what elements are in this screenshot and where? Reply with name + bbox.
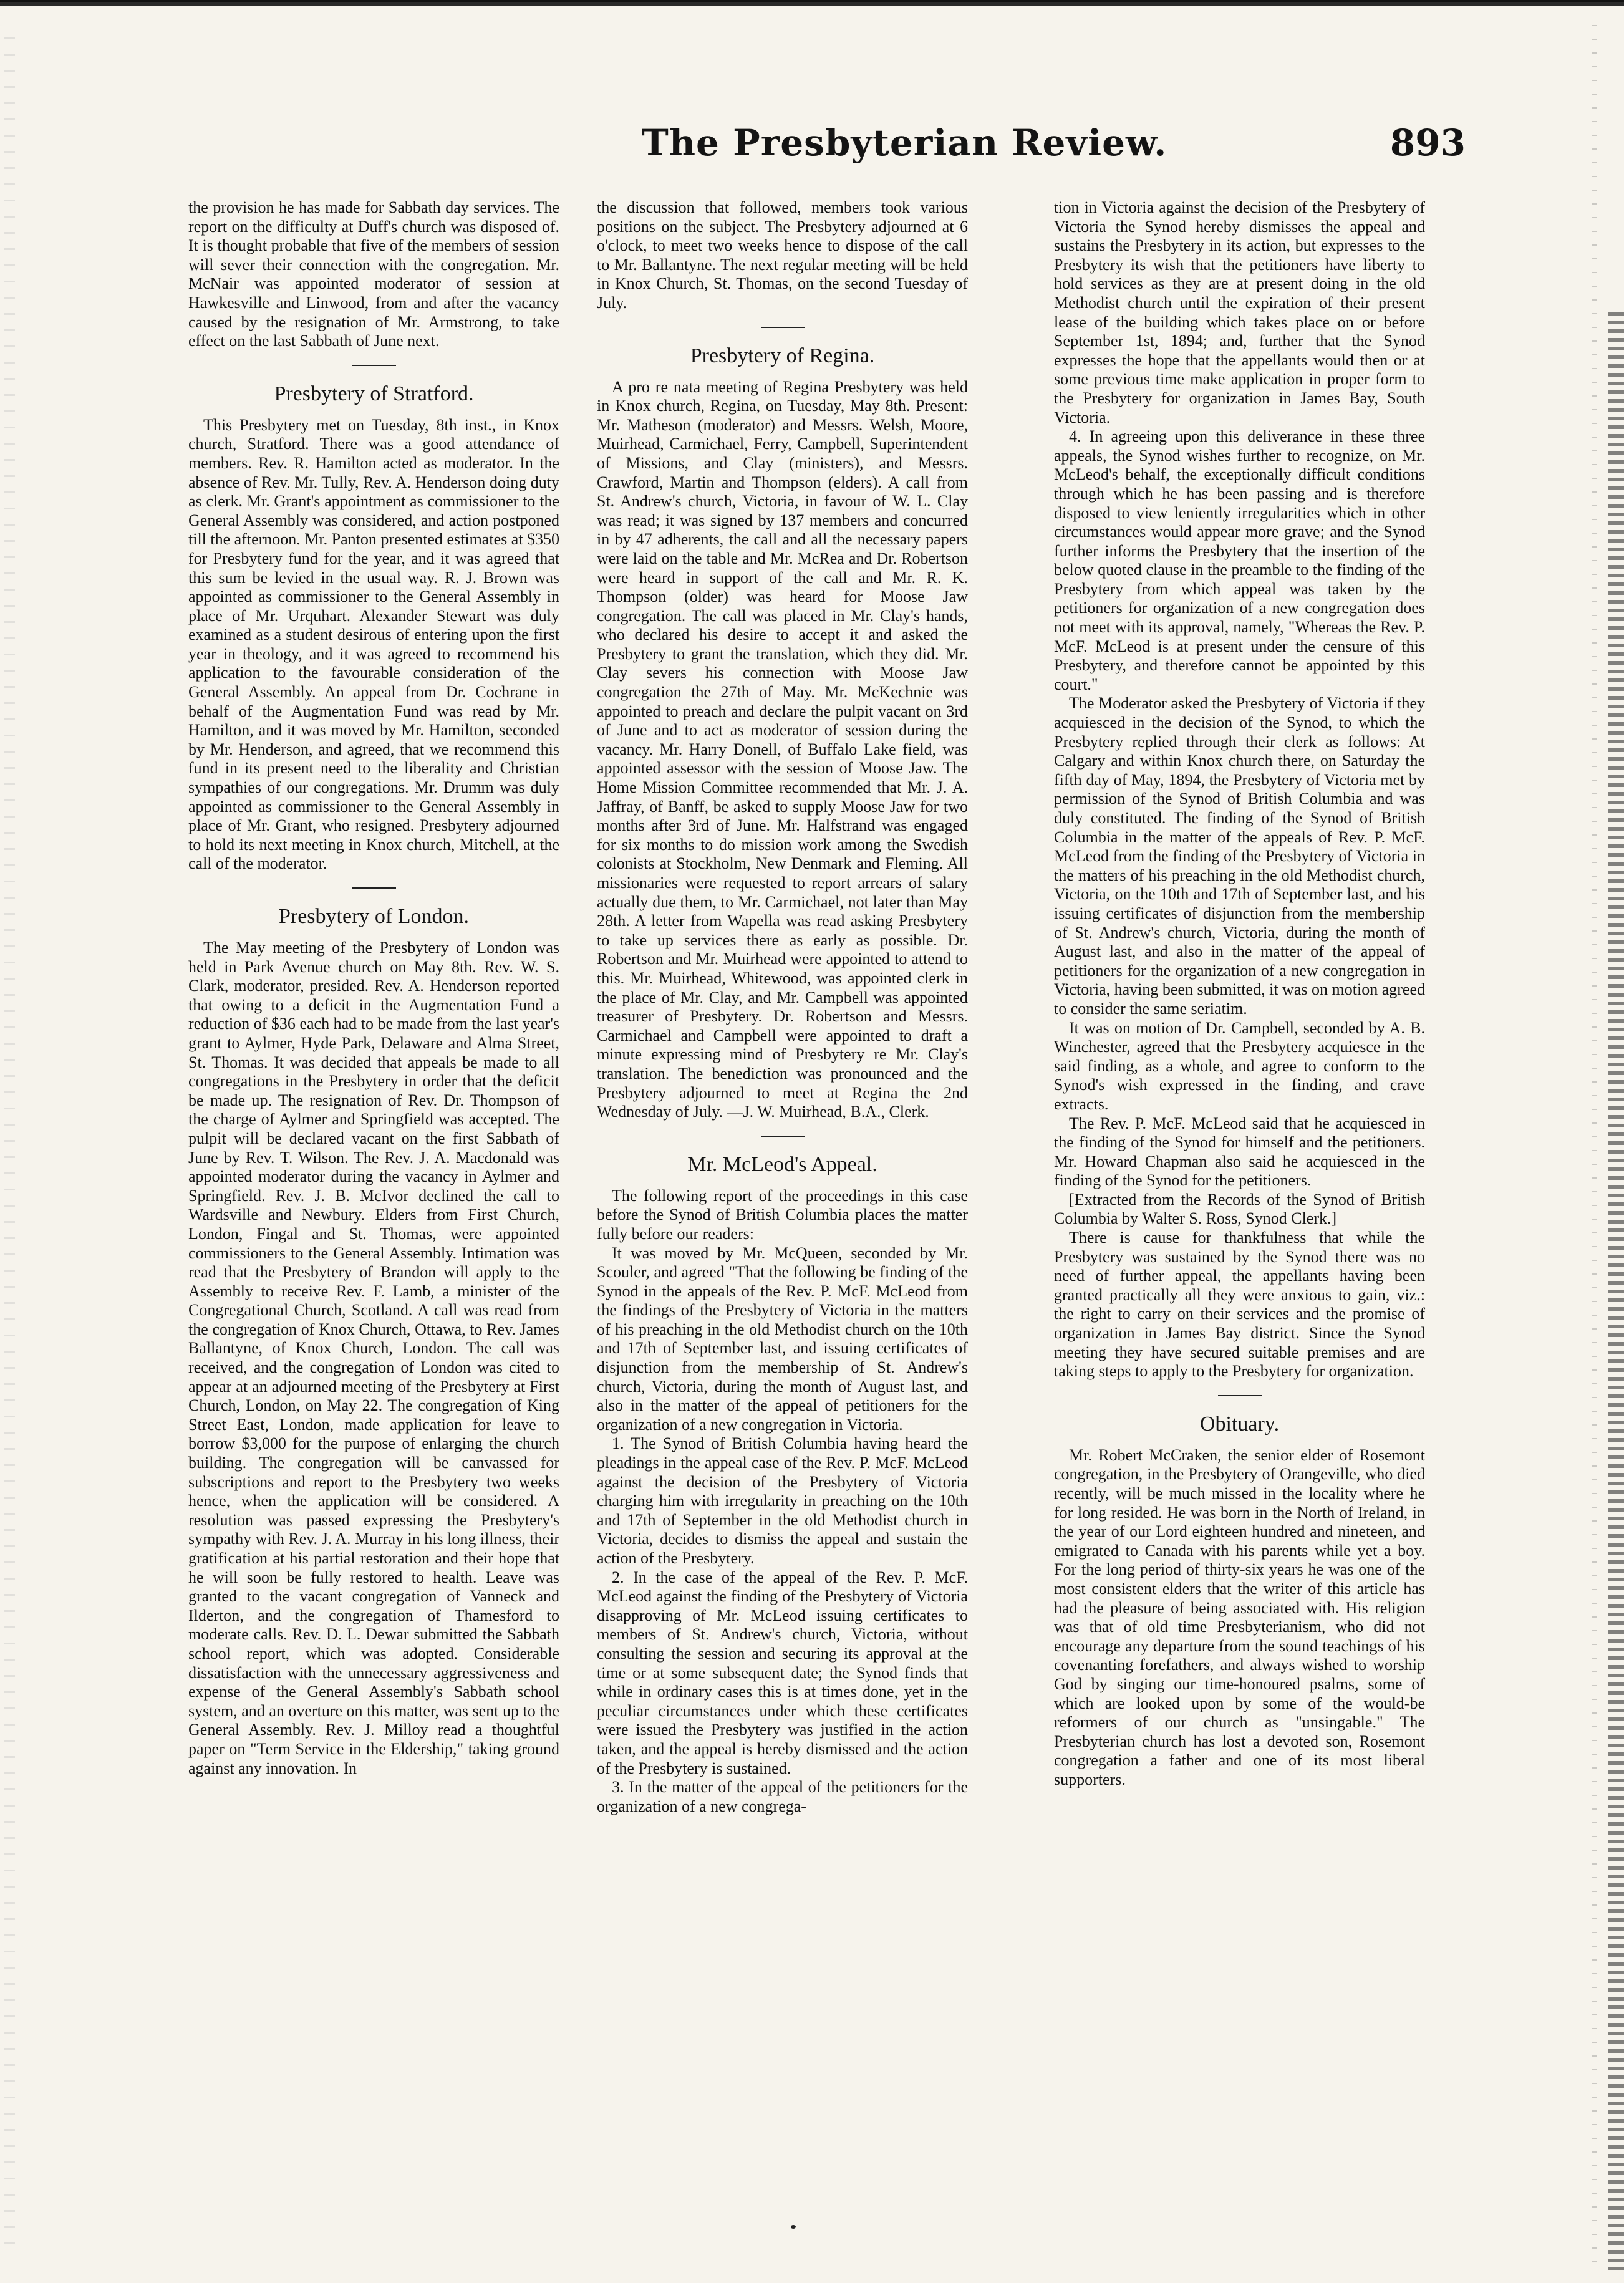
appeal-finding-1: 1. The Synod of British Columbia having heard the pleadings in the appeal case of the Rev. P. McF. McLeod against the decision of the Presbytery of Victoria charging him with irregularity in preaching on the 10th and 17th of September in the old Methodist church in Victoria, decides to dismiss the appeal and sustain the action of the Presbytery. (597, 1434, 968, 1567)
scan-edge-right (1608, 312, 1624, 2270)
column-3 (1054, 198, 1425, 1790)
scan-edge-right-inner (1592, 25, 1597, 2264)
heading-obituary: Obituary. (1199, 1412, 1280, 1436)
appeal-commentary: There is cause for thankfulness that while the Presbytery was sustained by the Synod there was no need of further appeal, the appellants having been granted practically all they were anxious to gain, viz.: the right to carry on their services and the promise of organization in James Bay district. Since the Synod meeting they have secured suitable premises and are taking steps to apply to the Presbytery for organization. (1054, 1228, 1425, 1381)
appeal-finding-4: 4. In agreeing upon this deliverance in these three appeals, the Synod wishes further to recognize, on Mr. McLeod's behalf, the exceptionally difficult conditions through which he has been passing and is therefore disposed to view leniently irregularities which in other circumstances would appear more grave; and the Synod further informs the Presbytery that the insertion of the below quoted clause in the preamble to the finding of the Presbytery from which appeal was taken by the petitioners for organization of a new congregation does not meet with its approval, namely, "Whereas the Rev. P. McF. McLeod is at present under the censure of this Presbytery, and therefore cannot be appointed by this court." (1054, 427, 1425, 693)
presbytery-acquiescence: It was on motion of Dr. Campbell, seconded by A. B. Winchester, agreed that the Presbytery acquiesce in the said finding, as a whole, and agree to conform to the Synod's wish expressed in the finding, and crave extracts. (1054, 1018, 1425, 1113)
section-rule (352, 887, 396, 889)
appeal-finding-3-start: 3. In the matter of the appeal of the petitioners for the organization of a new congrega- (597, 1778, 968, 1815)
continued-paragraph: the provision he has made for Sabbath day services. The report on the difficulty at Duff's church was disposed of. It is thought probable that five of the members of session will sever their connection with the congregation. Mr. McNair was appointed moderator of session at Hawkesville and Linwood, from and after the vacancy caused by the resignation of Mr. Armstrong, to take effect on the last Sabbath of June next. (188, 198, 559, 350)
print-speck (791, 2225, 796, 2229)
synod-extract-note: [Extracted from the Records of the Synod of British Columbia by Walter S. Ross, Synod Clerk.] (1054, 1190, 1425, 1228)
column-1 (188, 198, 559, 1778)
section-rule (761, 1136, 805, 1137)
presbytery-reply: The Moderator asked the Presbytery of Victoria if they acquiesced in the decision of the Synod, to which the Presbytery replied through their clerk as follows: At Calgary and within Knox church there, on Saturday the fifth day of May, 1894, the Presbytery of Victoria met by permission of the Synod of British Columbia and was duly constituted. The finding of the Synod of British Columbia in the matter of the appeals of Rev. P. McF. McLeod from the finding of the Presbytery of Victoria in the matters of his preaching in the old Methodist church, Victoria, on the 10th and 17th of September last, and his issuing certificates of disjunction from the membership of St. Andrew's church, Victoria, during the month of August last, and also in the matter of the appeal of petitioners for the organization of a new congregation in Victoria, having been submitted, it was on motion agreed to consider the same seriatim. (1054, 694, 1425, 1018)
london-report: The May meeting of the Presbytery of London was held in Park Avenue church on May 8th. Rev. W. S. Clark, moderator, presided. Rev. A. Henderson reported that owing to a deficit in the Augmentation Fund a reduction of $36 each had to be made from the last year's grant to Aylmer, Hyde Park, Delaware and Alma Street, St. Thomas. It was decided that appeals be made to all congregations in the Presbytery in order that the deficit be made up. The resignation of Rev. Dr. Thompson of the charge of Aylmer and Springfield was accepted. The pulpit will be declared vacant on the first Sabbath of June by Rev. T. Wilson. The Rev. J. A. Macdonald was appointed moderator during the vacancy in Aylmer and Springfield. Rev. J. B. McIvor declined the call to Wardsville and Newbury. Elders from First Church, London, Fingal and St. Thomas, were appointed commissioners to the General Assembly. Intimation was read that the Presbytery of Brandon will apply to the Assembly to receive Rev. F. Lamb, a minister of the Congregational Church, Scotland. A call was read from the congregation of Knox Church, Ottawa, to Rev. James Ballantyne, of Knox Church, London. The call was received, and the congregation of London was cited to appear at an adjourned meeting of the Presbytery at First Church, London, on May 22. The congregation of King Street East, London, made application for leave to borrow $3,000 for the purpose of enlarging the church building. The congregation will be canvassed for subscriptions and report to the Presbytery two weeks hence, when the application will be considered. A resolution was passed expressing the Presbytery's sympathy with Rev. J. A. Murray in his long illness, their gratification at his partial restoration and their hope that he will soon be fully restored to health. Leave was granted to the vacant congregation of Vanneck and Ilderton, and the congregation of Thamesford to moderate calls. Rev. D. L. Dewar submitted the Sabbath school report, which was adopted. Considerable dissatisfaction with the unnecessary aggressiveness and expense of the General Assembly's Sabbath school system, and an overture on this matter, was sent up to the General Assembly. Rev. J. Milloy read a thoughtful paper on "Term Service in the Eldership," taking ground against any innovation. In (188, 939, 559, 1777)
scan-edge-left (4, 37, 15, 2257)
heading-presbytery-of-regina: Presbytery of Regina. (690, 344, 875, 367)
top-border-line (0, 0, 1624, 2)
section-rule (761, 327, 805, 328)
london-report-continued: the discussion that followed, members took various positions on the subject. The Presbytery adjourned at 6 o'clock, to meet two weeks hence to dispose of the call to Mr. Ballantyne. The next regular meeting will be held in Knox Church, St. Thomas, on the second Tuesday of July. (597, 198, 968, 312)
regina-report: A pro re nata meeting of Regina Presbytery was held in Knox church, Regina, on Tuesday, May 8th. Present: Mr. Matheson (moderator) and Messrs. Welsh, Moore, Muirhead, Carmichael, Ferry, Campbell, Superintendent of Missions, and Clay (ministers), and Messrs. Crawford, Martin and Thompson (elders). A call from St. Andrew's church, Victoria, in favour of W. L. Clay was read; it was signed by 137 members and concurred in by 47 adherents, the call and all the necessary papers were laid on the table and Mr. McRea and Dr. Robertson were heard in support of the call and Mr. R. K. Thompson (older) was heard for Moose Jaw congregation. The call was placed in Mr. Clay's hands, who declared his desire to accept it and asked the Presbytery to grant the translation, which they did. Mr. Clay severs his connection with Moose Jaw congregation the 27th of May. Mr. McKechnie was appointed to preach and declare the pulpit vacant on 3rd of June and to act as moderator of session during the vacancy. Mr. Harry Donell, of Buffalo Lake field, was appointed assessor with the session of Moose Jaw. The Home Mission Committee recommended that Mr. J. A. Jaffray, of Banff, be asked to supply Moose Jaw for two months after 3rd of June. Mr. Halfstrand was engaged for six months to do mission work among the Swedish colonists at Stockholm, New Denmark and Fleming. All missionaries were requested to report arrears of salary actually due them, to Mr. Carmichael, not later than May 28th. A letter from Wapella was read asking Presbytery to take up services there as early as possible. Dr. Robertson and Mr. Muirhead were appointed to attend to this. Mr. Muirhead, Whitewood, was appointed clerk in the place of Mr. Clay, and Mr. Campbell was appointed treasurer of Presbytery. Dr. Robertson and Messrs. Carmichael and Campbell were appointed to draft a minute expressing mind of Presbytery re Mr. Clay's translation. The benediction was pronounced and the Presbytery adjourned to meet at Regina the 2nd Wednesday of July. —J. W. Muirhead, B.A., Clerk. (597, 377, 968, 1121)
column-2 (597, 198, 968, 1816)
appeal-intro: The following report of the proceedings in this case before the Synod of British Columbia places the matter fully before our readers: (597, 1186, 968, 1243)
journal-title: The Presbyterian Review. (641, 122, 1167, 164)
heading-presbytery-of-london: Presbytery of London. (278, 905, 469, 928)
section-rule (1218, 1395, 1262, 1396)
page-number: 893 (1390, 122, 1466, 164)
obituary-text: Mr. Robert McCraken, the senior elder of Rosemont congregation, in the Presbytery of Orangeville, who died recently, will be much missed in the locality where he for long resided. He was born in the North of Ireland, in the year of our Lord eighteen hundred and nineteen, and emigrated to Canada with his parents while yet a boy. For the long period of thirty-six years he was one of the most consistent elders that the writer of this article has had the pleasure of being associated with. His religion was that of old time Presbyterianism, who did not encourage any departure from the sound teachings of his covenanting forefathers, and always wished to worship God by singing our time-honoured psalms, some of which are looked upon by some of the would-be reformers of our church as "unsingable." The Presbyterian church has lost a devoted son, Rosemont congregation a father and one of its most liberal supporters. (1054, 1446, 1425, 1788)
heading-mcleods-appeal: Mr. McLeod's Appeal. (687, 1152, 877, 1176)
appeal-finding-2: 2. In the case of the appeal of the Rev. P. McF. McLeod against the finding of the Presbytery of Victoria disapproving of Mr. McLeod issuing certificates to members of St. Andrew's church, Victoria, without consulting the session and securing its approval at the time or at some subsequent date; the Synod finds that while in ordinary cases this is at times done, yet in the peculiar circumstances under which these certificates were issued the Presbytery was justified in the action taken, and the appeal is hereby dismissed and the action of the Presbytery is sustained. (597, 1568, 968, 1777)
mcleod-acquiescence: The Rev. P. McF. McLeod said that he acquiesced in the finding of the Synod for himself and the petitioners. Mr. Howard Chapman also said he acquiesced in the finding of the Synod for the petitioners. (1054, 1114, 1425, 1190)
appeal-motion: It was moved by Mr. McQueen, seconded by Mr. Scouler, and agreed "That the following be finding of the Synod in the appeals of the Rev. P. McF. McLeod from the findings of the Presbytery of Victoria in the matters of his preaching in the old Methodist church on the 10th and 17th of September last, and issuing certificates of disjunction from the membership of St. Andrew's church, Victoria, during the month of August last, and also in the matter of the appeal of petitioners for the organization of a new congregation in Victoria. (597, 1243, 968, 1434)
running-head (187, 122, 1466, 178)
stratford-report: This Presbytery met on Tuesday, 8th inst., in Knox church, Stratford. There was a good attendance of members. Rev. R. Hamilton acted as moderator. In the absence of Rev. Mr. Tully, Rev. A. Henderson doing duty as clerk. Mr. Grant's appointment as commissioner to the General Assembly was considered, and action postponed till the afternoon. Mr. Panton presented estimates at $350 for Presbytery fund for the year, and it was agreed that this sum be levied in the usual way. R. J. Brown was appointed as commissioner to the General Assembly in place of Mr. Urquhart. Alexander Stewart was duly examined as a student desirous of entering upon the first year in theology, and it was agreed to recommend his application to the favourable consideration of the General Assembly. An appeal from Dr. Cochrane in behalf of the Augmentation Fund was read by Mr. Hamilton, and it was moved by Mr. Hamilton, seconded by Mr. Henderson, and agreed, that we recommend this fund in its present need to the liberality and Christian sympathies of our congregations. Mr. Drumm was duly appointed as commissioner to the General Assembly in place of Mr. Grant, who resigned. Presbytery adjourned to hold its next meeting in Knox church, Mitchell, at the call of the moderator. (188, 415, 559, 873)
appeal-finding-3-continued: tion in Victoria against the decision of the Presbytery of Victoria the Synod hereby dismisses the appeal and sustains the Presbytery in its action, but expresses to the Presbytery its wish that the petitioners have liberty to hold services as they are at present doing in the old Methodist church until the expiration of their present lease of the building which takes place on or before September 1st, 1894; and, further that the Synod expresses the hope that the appellants would then or at some previous time make application in proper form to the Presbytery for organization in James Bay, South Victoria. (1054, 198, 1425, 427)
heading-presbytery-of-stratford: Presbytery of Stratford. (274, 382, 474, 405)
section-rule (352, 365, 396, 366)
